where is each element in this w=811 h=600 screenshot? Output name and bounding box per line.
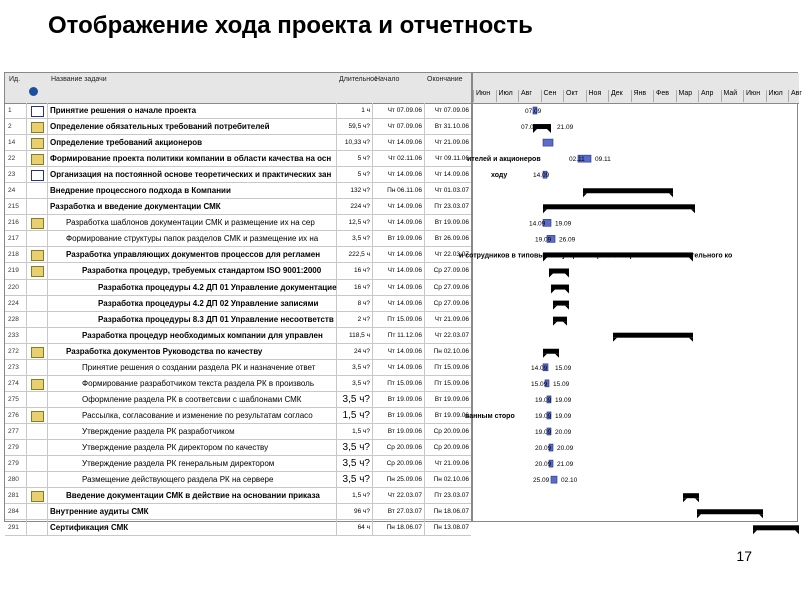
task-name: Разработка процедур необходимых компании для управлен — [47, 328, 337, 343]
note-icon[interactable] — [31, 491, 44, 502]
timeline-month: Авг — [788, 90, 811, 102]
table-row[interactable] — [5, 520, 471, 536]
task-end: Вт 31.10.06 — [434, 123, 469, 131]
summary-bar-end — [553, 306, 557, 310]
task-name: Внутренние аудиты СМК — [47, 504, 337, 519]
bar-date-label: 15.09 — [555, 364, 572, 372]
summary-bar-end — [555, 354, 559, 358]
task-name: Внедрение процессного подхода в Компании — [47, 183, 337, 198]
timeline-month: Ноя — [586, 90, 609, 102]
task-id: 2 — [5, 119, 27, 134]
col-duration-header[interactable]: Длительнос — [339, 76, 378, 83]
gantt-bars — [459, 73, 799, 521]
bar-date-label: 07.09 — [521, 124, 538, 132]
task-bar — [551, 476, 557, 483]
summary-bar — [549, 269, 569, 274]
summary-bar-end — [759, 514, 763, 518]
task-id: 280 — [5, 472, 27, 487]
indicator-cell — [27, 296, 48, 311]
summary-bar-end — [691, 209, 695, 213]
task-duration: 59,5 ч? — [337, 119, 373, 134]
bar-date-label: 21.09 — [557, 124, 574, 132]
task-end: Пт 23.03.07 — [434, 492, 469, 500]
task-start: Чт 07.09.06 — [373, 119, 425, 134]
indicator-cell — [27, 103, 48, 118]
col-id-header[interactable]: Ид. — [9, 76, 21, 83]
bar-date-label: 02.10 — [561, 477, 578, 485]
col-start-header[interactable]: Начало — [375, 76, 400, 83]
task-id: 279 — [5, 440, 27, 455]
table-row[interactable] — [5, 472, 471, 488]
task-end: Чт 01.03.07 — [434, 187, 469, 195]
table-row[interactable] — [5, 408, 471, 424]
indicator-cell — [27, 456, 48, 471]
table-row[interactable] — [5, 151, 471, 167]
indicator-cell — [27, 151, 48, 166]
indicator-cell — [27, 119, 48, 134]
task-start: Чт 14.09.06 — [373, 344, 425, 359]
summary-bar-end — [551, 290, 555, 294]
summary-bar-end — [669, 193, 673, 197]
note-icon[interactable] — [31, 218, 44, 229]
task-id: 1 — [5, 103, 27, 118]
task-name: Разработка и введение документации СМК — [47, 199, 337, 214]
summary-bar — [543, 349, 559, 354]
table-row[interactable] — [5, 504, 471, 520]
task-duration: 12,5 ч? — [337, 215, 373, 230]
task-duration: 1,5 ч? — [337, 488, 373, 503]
timeline-month: Фев — [653, 90, 676, 102]
task-id: 275 — [5, 392, 27, 407]
task-end: Вт 19.09.06 — [434, 219, 469, 227]
info-icon — [29, 87, 38, 96]
bar-date-label: 19.09 — [535, 412, 552, 420]
indicator-cell — [27, 231, 48, 246]
bar-date-label: 19.09 — [535, 236, 552, 244]
task-end: Чт 07.09.06 — [434, 107, 469, 114]
summary-bar — [697, 509, 763, 514]
task-id: 216 — [5, 215, 27, 230]
summary-bar-end — [689, 338, 693, 342]
timeline-month: Апр — [698, 90, 721, 102]
gantt-chart — [4, 72, 802, 533]
indicator-cell — [27, 263, 48, 278]
note-icon[interactable] — [31, 138, 44, 149]
task-start: Чт 14.09.06 — [373, 296, 425, 311]
task-name: Формирование проекта политики компании в области качества на осн — [47, 151, 337, 166]
task-end: Пн 18.06.07 — [433, 508, 469, 516]
task-id: 276 — [5, 408, 27, 423]
task-start: Вт 19.09.06 — [373, 392, 425, 407]
bar-date-label: 19.09 — [535, 396, 552, 404]
task-end: Пн 02.10.06 — [433, 476, 469, 484]
task-name: Разработка процедур, требуемых стандартом ISO 9001:2000 — [47, 263, 337, 278]
task-end: Чт 22.03.07 — [434, 331, 469, 339]
table-row[interactable] — [5, 167, 471, 183]
summary-bar — [583, 188, 673, 193]
table-row[interactable] — [5, 312, 471, 328]
bar-date-label: 02.11 — [569, 156, 585, 164]
task-name: Утверждение раздела РК разработчиком — [47, 424, 337, 439]
summary-bar-end — [543, 354, 547, 358]
task-id: 23 — [5, 167, 27, 182]
task-id: 220 — [5, 280, 27, 295]
table-row[interactable] — [5, 231, 471, 247]
task-start: Ср 20.09.06 — [373, 456, 425, 471]
task-end: Чт 14.09.06 — [434, 171, 469, 179]
task-name: Разработка документов Руководства по качеству — [47, 344, 337, 359]
gantt-timeline — [459, 73, 802, 521]
table-row[interactable] — [5, 103, 471, 119]
table-row[interactable] — [5, 199, 471, 215]
indicator-cell — [27, 247, 48, 262]
indicator-cell — [27, 312, 48, 327]
task-duration: 3,5 ч? — [337, 472, 373, 487]
summary-bar-end — [683, 498, 687, 502]
task-name: Определение обязательных требований потребителей — [47, 119, 337, 134]
task-end: Пт 15.09.06 — [434, 379, 469, 387]
task-name: Разработка процедуры 8.3 ДП 01 Управление несоответств — [47, 312, 337, 327]
timeline-month: Июн — [743, 90, 766, 102]
task-end: Ср 27.09.06 — [433, 267, 469, 275]
task-id: 281 — [5, 488, 27, 503]
timeline-month: Сен — [541, 90, 564, 102]
task-id: 22 — [5, 151, 27, 166]
task-bar — [543, 139, 553, 146]
summary-bar-end — [695, 498, 699, 502]
task-id: 219 — [5, 263, 27, 278]
task-duration: 3,5 ч? — [337, 360, 373, 375]
bar-date-label: 14.09 — [531, 364, 548, 372]
task-duration: 5 ч? — [337, 167, 373, 182]
note-icon[interactable] — [31, 154, 44, 165]
table-row[interactable] — [5, 263, 471, 279]
task-name: Формирование разработчиком текста раздела РК в произволь — [47, 376, 337, 391]
note-icon[interactable] — [31, 379, 44, 390]
task-start: Чт 14.09.06 — [373, 215, 425, 230]
bar-date-label: 15.09 — [531, 380, 548, 388]
task-name: Утверждение раздела РК генеральным директором — [47, 456, 337, 471]
summary-bar — [553, 301, 569, 306]
task-end: Пт 15.09.06 — [434, 363, 469, 371]
task-start: Пт 15.09.06 — [373, 376, 425, 391]
note-icon[interactable] — [31, 122, 44, 133]
page-number: 17 — [736, 548, 752, 564]
task-start: Чт 14.09.06 — [373, 280, 425, 295]
timeline-month: Янв — [631, 90, 654, 102]
bar-date-label: 20.09 — [557, 445, 574, 453]
task-rows — [5, 103, 471, 536]
table-row[interactable] — [5, 328, 471, 344]
task-start: Пн 06.11.06 — [373, 183, 425, 198]
task-id: 274 — [5, 376, 27, 391]
indicator-cell — [27, 328, 48, 343]
table-row[interactable] — [5, 247, 471, 263]
summary-bar-end — [543, 209, 547, 213]
task-id: 279 — [5, 456, 27, 471]
bar-date-label: 14.09 — [529, 220, 546, 228]
timeline-month: Май — [721, 90, 744, 102]
task-duration: 3,5 ч? — [337, 456, 373, 471]
task-duration: 3,5 ч? — [337, 231, 373, 246]
task-name: Разработка управляющих документов процессов для регламен — [47, 247, 337, 262]
bar-date-label: 26.09 — [559, 236, 576, 244]
indicator-cell — [27, 440, 48, 455]
task-id: 215 — [5, 199, 27, 214]
bar-date-label: 14.09 — [533, 124, 550, 132]
task-name: Принятие решения о создании раздела РК и назначение ответ — [47, 360, 337, 375]
slide-title: Отображение хода проекта и отчетность — [48, 12, 533, 39]
summary-bar — [613, 333, 693, 338]
task-duration: 96 ч? — [337, 504, 373, 519]
task-end: Чт 22.03.07 — [434, 251, 469, 259]
summary-bar-end — [565, 306, 569, 310]
table-row[interactable] — [5, 296, 471, 312]
task-name: Утверждение раздела РК директором по качеству — [47, 440, 337, 455]
task-id: 273 — [5, 360, 27, 375]
summary-bar — [551, 285, 569, 290]
bar-date-label: 09.11 — [595, 156, 611, 164]
task-start: Пт 15.09.06 — [373, 312, 425, 327]
timeline-month: Мар — [676, 90, 699, 102]
overflow-task-text: ителей и акционеров — [467, 156, 541, 164]
summary-bar-end — [753, 530, 757, 534]
bar-date-label: 07.09 — [525, 108, 542, 115]
task-name: Формирование структуры папок разделов СМК и размещение их на — [47, 231, 337, 246]
task-duration: 5 ч? — [337, 151, 373, 166]
task-end: Пн 02.10.06 — [433, 347, 469, 355]
task-name: Организация на постоянной основе теоретических и практических зан — [47, 167, 337, 182]
indicator-cell — [27, 183, 48, 198]
indicator-cell — [27, 360, 48, 375]
indicator-cell — [27, 167, 48, 182]
task-start: Чт 14.09.06 — [373, 167, 425, 182]
table-header — [5, 73, 471, 104]
bar-date-label: 14.09 — [533, 172, 550, 180]
task-start: Чт 14.09.06 — [373, 199, 425, 214]
task-duration: 224 ч? — [337, 199, 373, 214]
task-start: Пт 11.12.06 — [373, 328, 425, 343]
bar-date-label: 19.09 — [535, 429, 552, 436]
bar-date-label: 15.09 — [553, 380, 570, 388]
indicator-cell — [27, 520, 48, 535]
task-name: Сертификация СМК — [47, 520, 337, 535]
task-start: Ср 20.09.06 — [373, 440, 425, 455]
task-id: 217 — [5, 231, 27, 246]
overflow-task-text: ванным сторо — [465, 412, 515, 420]
task-start: Чт 14.09.06 — [373, 360, 425, 375]
timeline-month: Июн — [473, 90, 496, 102]
task-duration: 24 ч? — [337, 344, 373, 359]
task-duration: 3,5 ч? — [337, 376, 373, 391]
table-row[interactable] — [5, 440, 471, 456]
timeline-month: Июл — [496, 90, 519, 102]
bar-date-label: 20.09 — [555, 429, 572, 436]
note-icon[interactable] — [31, 250, 44, 261]
task-id: 291 — [5, 520, 27, 535]
table-row[interactable] — [5, 392, 471, 408]
task-table — [5, 73, 471, 533]
calendar-icon[interactable] — [31, 170, 44, 181]
task-start: Пн 18.06.07 — [373, 520, 425, 535]
task-duration: 64 ч — [337, 520, 373, 535]
task-start: Чт 02.11.06 — [373, 151, 425, 166]
summary-bar-end — [565, 274, 569, 278]
note-icon[interactable] — [31, 347, 44, 358]
table-row[interactable] — [5, 360, 471, 376]
summary-bar-end — [549, 274, 553, 278]
timeline-month: Дек — [608, 90, 631, 102]
task-start: Вт 19.09.06 — [373, 424, 425, 439]
task-id: 233 — [5, 328, 27, 343]
task-end: Чт 21.09.06 — [434, 315, 469, 323]
task-id: 14 — [5, 135, 27, 150]
task-duration: 1 ч — [337, 103, 373, 118]
summary-bar-end — [613, 338, 617, 342]
task-duration: 8 ч? — [337, 296, 373, 311]
task-end: Вт 26.09.06 — [434, 235, 469, 243]
task-end: Пт 23.03.07 — [434, 203, 469, 211]
task-duration: 16 ч? — [337, 263, 373, 278]
task-id: 272 — [5, 344, 27, 359]
summary-bar-end — [563, 322, 567, 326]
table-row[interactable] — [5, 119, 471, 135]
task-id: 224 — [5, 296, 27, 311]
task-end: Пн 13.08.07 — [433, 524, 469, 532]
task-end: Чт 09.11.06 — [435, 155, 469, 163]
timeline-month: Авг — [518, 90, 541, 102]
indicator-cell — [27, 488, 48, 503]
task-end: Вт 19.09.06 — [434, 395, 469, 403]
summary-bar-end — [697, 514, 701, 518]
bar-date-label: 20.09 — [535, 461, 552, 469]
task-name: Разработка процедуры 4.2 ДП 01 Управление документацие — [47, 280, 337, 295]
task-id: 218 — [5, 247, 27, 262]
overflow-task-text: ходу — [491, 172, 508, 180]
summary-bar-end — [553, 322, 557, 326]
task-id: 24 — [5, 183, 27, 198]
bar-date-label: 19.09 — [555, 396, 572, 404]
task-name: Оформление раздела РК в соответсвии с шаблонами СМК — [47, 392, 337, 407]
table-row[interactable] — [5, 135, 471, 151]
task-duration: 222,5 ч — [337, 247, 373, 262]
indicator-cell — [27, 280, 48, 295]
summary-bar-end — [565, 290, 569, 294]
task-start: Вт 19.09.06 — [373, 231, 425, 246]
task-name: Рассылка, согласование и изменение по результатам согласо — [47, 408, 337, 423]
bar-date-label: 19.09 — [555, 220, 572, 228]
summary-bar — [543, 204, 695, 209]
task-start: Вт 27.03.07 — [373, 504, 425, 519]
task-id: 284 — [5, 504, 27, 519]
indicator-cell — [27, 472, 48, 487]
task-name: Разработка шаблонов документации СМК и размещение их на сер — [47, 215, 337, 230]
task-duration: 118,5 ч — [337, 328, 373, 343]
col-end-header[interactable]: Окончание — [427, 76, 463, 83]
indicator-cell — [27, 215, 48, 230]
indicator-cell — [27, 424, 48, 439]
bar-date-label: 19.09 — [555, 412, 572, 420]
summary-bar-end — [583, 193, 587, 197]
task-end: Вт 19.09.06 — [434, 411, 469, 419]
task-duration: 10,33 ч? — [337, 135, 373, 150]
table-row[interactable] — [5, 424, 471, 440]
task-end: Чт 21.09.06 — [434, 139, 469, 147]
indicator-cell — [27, 504, 48, 519]
task-start: Чт 14.09.06 — [373, 135, 425, 150]
table-row[interactable] — [5, 344, 471, 360]
indicator-cell — [27, 376, 48, 391]
indicator-cell — [27, 344, 48, 359]
task-duration: 1,5 ч? — [337, 408, 373, 423]
col-name-header[interactable]: Название задачи — [51, 76, 107, 83]
summary-bar — [683, 493, 699, 498]
task-duration: 1,5 ч? — [337, 424, 373, 439]
calendar-icon[interactable] — [31, 106, 44, 117]
indicator-cell — [27, 408, 48, 423]
task-duration: 2 ч? — [337, 312, 373, 327]
table-row[interactable] — [5, 456, 471, 472]
task-name: Определение требований акционеров — [47, 135, 337, 150]
indicator-cell — [27, 199, 48, 214]
table-row[interactable] — [5, 376, 471, 392]
task-end: Ср 27.09.06 — [433, 299, 469, 307]
summary-bar — [553, 317, 567, 322]
indicator-cell — [27, 392, 48, 407]
bar-date-label: 20.09 — [535, 445, 552, 453]
overflow-task-text: и сотрудников в типовых ситуациях с целью закрепления положительного ко — [459, 252, 733, 260]
table-row[interactable] — [5, 488, 471, 504]
note-icon[interactable] — [31, 411, 44, 422]
indicator-cell — [27, 135, 48, 150]
task-duration: 3,5 ч? — [337, 440, 373, 455]
timeline-month: Июл — [766, 90, 789, 102]
timeline-month: Окт — [563, 90, 586, 102]
bar-date-label: 25.09 — [533, 477, 550, 485]
task-start: Чт 14.09.06 — [373, 247, 425, 262]
task-end: Чт 21.09.06 — [434, 460, 469, 468]
task-id: 228 — [5, 312, 27, 327]
task-end: Ср 27.09.06 — [433, 283, 469, 291]
table-row[interactable] — [5, 183, 471, 199]
bar-date-label: 21.09 — [557, 461, 574, 469]
task-duration: 3,5 ч? — [337, 392, 373, 407]
task-end: Ср 20.09.06 — [433, 427, 469, 435]
task-duration: 16 ч? — [337, 280, 373, 295]
task-id: 277 — [5, 424, 27, 439]
note-icon[interactable] — [31, 266, 44, 277]
table-row[interactable] — [5, 215, 471, 231]
summary-bar-end — [795, 530, 799, 534]
task-end: Ср 20.09.06 — [433, 443, 469, 451]
task-name: Разработка процедуры 4.2 ДП 02 Управление записями — [47, 296, 337, 311]
task-name: Размещение действующего раздела РК на сервере — [47, 472, 337, 487]
task-start: Вт 19.09.06 — [373, 408, 425, 423]
task-start: Чт 14.09.06 — [373, 263, 425, 278]
task-start: Чт 22.03.07 — [373, 488, 425, 503]
summary-bar — [753, 525, 799, 530]
task-start: Пн 25.09.06 — [373, 472, 425, 487]
task-start: Чт 07.09.06 — [373, 103, 425, 118]
task-duration: 132 ч? — [337, 183, 373, 198]
task-name: Введение документации СМК в действие на основании приказа — [47, 488, 337, 503]
task-name: Принятие решения о начале проекта — [47, 103, 337, 118]
table-row[interactable] — [5, 280, 471, 296]
